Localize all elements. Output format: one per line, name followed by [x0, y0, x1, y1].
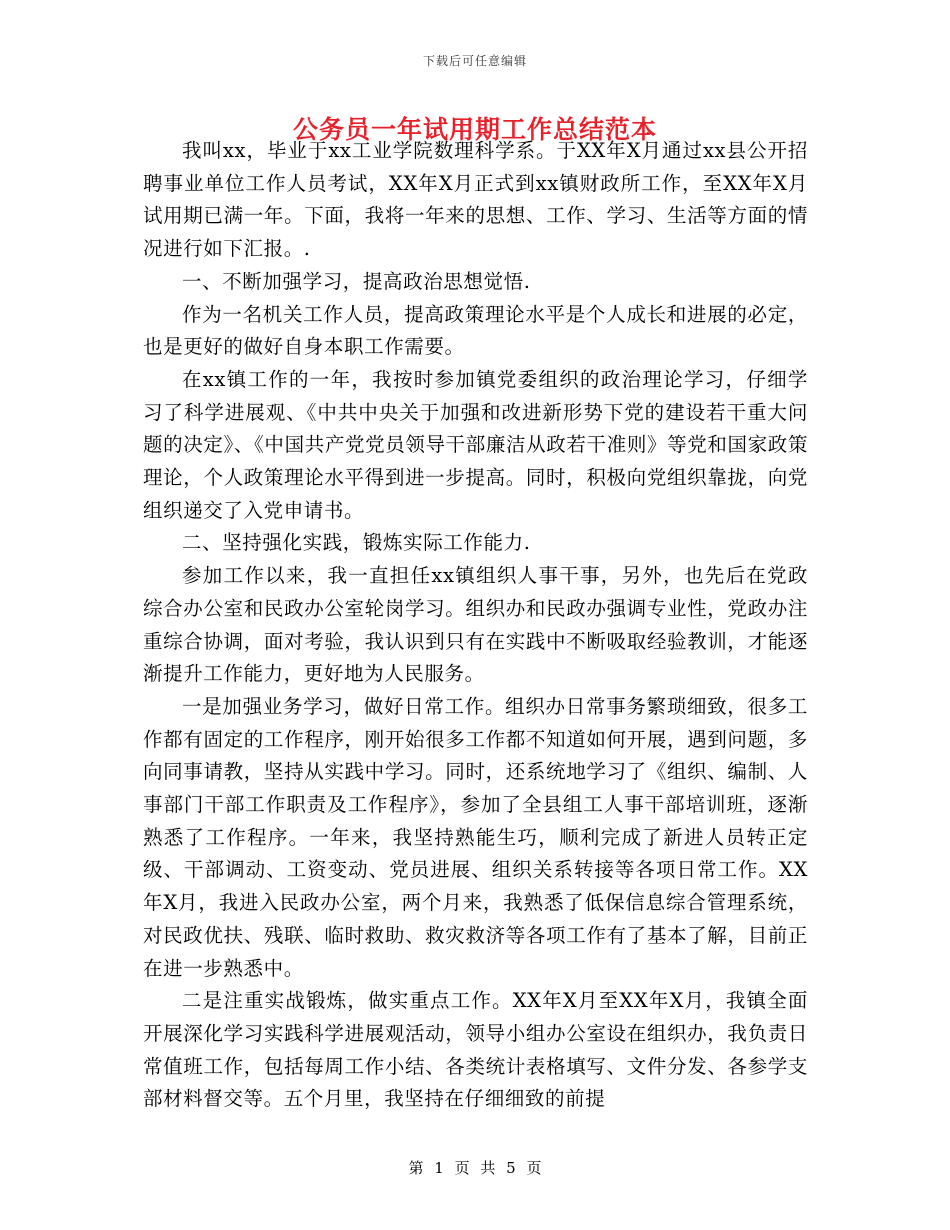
paragraph: 二是注重实战锻炼，做实重点工作。XX年X月至XX年X月，我镇全面开展深化学习实践科学进展观活动，领导小组办公室设在组织办，我负责日常值班工作，包括每周工作小结、各类统计表格填写、文件分发、各参学支部材料督交等。五个月里，我坚持在仔细细致的前提	[143, 989, 808, 1111]
paragraph: 作为一名机关工作人员，提高政策理论水平是个人成长和进展的必定，也是更好的做好自身本职工作需要。	[143, 302, 808, 359]
document-title: 公务员一年试用期工作总结范本	[292, 115, 657, 144]
section-heading-1: 一、不断加强学习，提高政治思想觉悟.	[182, 269, 531, 293]
page-footer: 第 1 页 共 5 页	[408, 1159, 542, 1177]
section-heading-2: 二、坚持强化实践，锻炼实际工作能力.	[182, 531, 531, 555]
header-note: 下载后可任意编辑	[422, 54, 527, 68]
paragraph: 一是加强业务学习，做好日常工作。组织办日常事务繁琐细致，很多工作都有固定的工作程序，刚开始很多工作都不知道如何开展，遇到问题，多向同事请教，坚持从实践中学习。同时，还系统地学习了《组织、编制、人事部门干部工作职责及工作程序》，参加了全县组工人事干部培训班，逐渐熟悉了工作程序。一年来，我坚持熟能生巧，顺利完成了新进人员转正定级、干部调动、工资变动、党员进展、组织关系转接等各项日常工作。XX年X月，我进入民政办公室，两个月来，我熟悉了低保信息综合管理系统，对民政优扶、残联、临时救助、救灾救济等各项工作有了基本了解，目前正在进一步熟悉中。	[143, 694, 808, 980]
document-body	[143, 135, 808, 1116]
paragraph-intro: 我叫xx，毕业于xx工业学院数理科学系。于XX年X月通过xx县公开招聘事业单位工作人员考试，XX年X月正式到xx镇财政所工作，至XX年X月试用期已满一年。下面，我将一年来的思想、工作、学习、生活等方面的情况进行如下汇报。.	[143, 139, 808, 261]
paragraph: 参加工作以来，我一直担任xx镇组织人事干事，另外，也先后在党政综合办公室和民政办公室轮岗学习。组织办和民政办强调专业性，党政办注重综合协调，面对考验，我认识到只有在实践中不断吸取经验教训，才能逐渐提升工作能力，更好地为人民服务。	[143, 564, 808, 686]
paragraph: 在xx镇工作的一年，我按时参加镇党委组织的政治理论学习，仔细学习了科学进展观、《中共中央关于加强和改进新形势下党的建设若干重大问题的决定》、《中国共产党党员领导干部廉洁从政若干准则》等党和国家政策理论，个人政策理论水平得到进一步提高。同时，积极向党组织靠拢，向党组织递交了入党申请书。	[143, 367, 808, 522]
